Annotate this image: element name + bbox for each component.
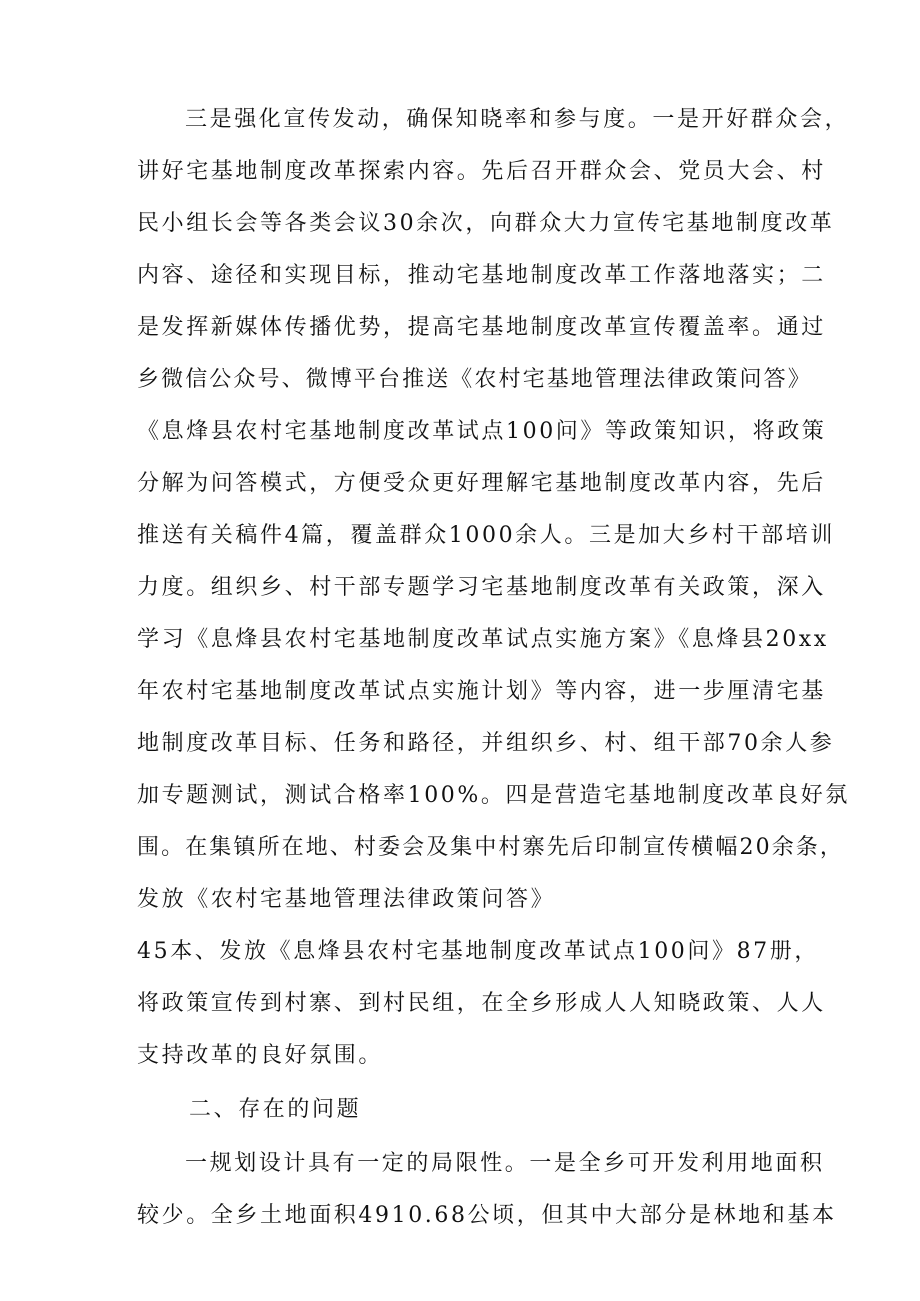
- paragraph-line: 支持改革的良好氛围。: [137, 1043, 384, 1068]
- paragraph-line: 推送有关稿件4篇，覆盖群众1000余人。三是加大乡村干部培训: [137, 523, 835, 548]
- paragraph-line: 地制度改革目标、任务和路径，并组织乡、村、组干部70余人参: [137, 731, 835, 756]
- paragraph-line: 较少。全乡土地面积4910.68公顷，但其中大部分是林地和基本: [137, 1203, 837, 1228]
- paragraph-line: 是发挥新媒体传播优势，提高宅基地制度改革宣传覆盖率。通过: [137, 315, 826, 340]
- paragraph-line: 45本、发放《息烽县农村宅基地制度改革试点100问》87册，: [137, 939, 819, 964]
- paragraph-line: 学习《息烽县农村宅基地制度改革试点实施方案》《息烽县20xx: [137, 627, 829, 652]
- paragraph-line: 围。在集镇所在地、村委会及集中村寨先后印制宣传横幅20余条，: [137, 835, 844, 860]
- paragraph-line: 分解为问答模式，方便受众更好理解宅基地制度改革内容，先后: [137, 471, 826, 496]
- paragraph-line: 年农村宅基地制度改革试点实施计划》等内容，进一步厘清宅基: [137, 679, 826, 704]
- paragraph-line: 一规划设计具有一定的局限性。一是全乡可开发利用地面积: [185, 1151, 825, 1176]
- paragraph-line: 力度。组织乡、村干部专题学习宅基地制度改革有关政策，深入: [137, 575, 826, 600]
- paragraph-line: 《息烽县农村宅基地制度改革试点100问》等政策知识，将政策: [137, 419, 827, 444]
- paragraph-line: 讲好宅基地制度改革探索内容。先后召开群众会、党员大会、村: [137, 159, 826, 184]
- paragraph-line: 三是强化宣传发动，确保知晓率和参与度。一是开好群众会，: [185, 107, 850, 132]
- paragraph-line: 加专题测试，测试合格率100%。四是营造宅基地制度改革良好氛: [137, 783, 850, 808]
- paragraph-line: 内容、途径和实现目标，推动宅基地制度改革工作落地落实；二: [137, 263, 826, 288]
- paragraph-line: 发放《农村宅基地管理法律政策问答》: [137, 887, 556, 912]
- paragraph-line: 将政策宣传到村寨、到村民组，在全乡形成人人知晓政策、人人: [137, 991, 826, 1016]
- paragraph-line: 乡微信公众号、微博平台推送《农村宅基地管理法律政策问答》: [137, 367, 812, 392]
- section-heading: 二、存在的问题: [189, 1097, 362, 1122]
- paragraph-line: 民小组长会等各类会议30余次，向群众大力宣传宅基地制度改革: [137, 211, 835, 236]
